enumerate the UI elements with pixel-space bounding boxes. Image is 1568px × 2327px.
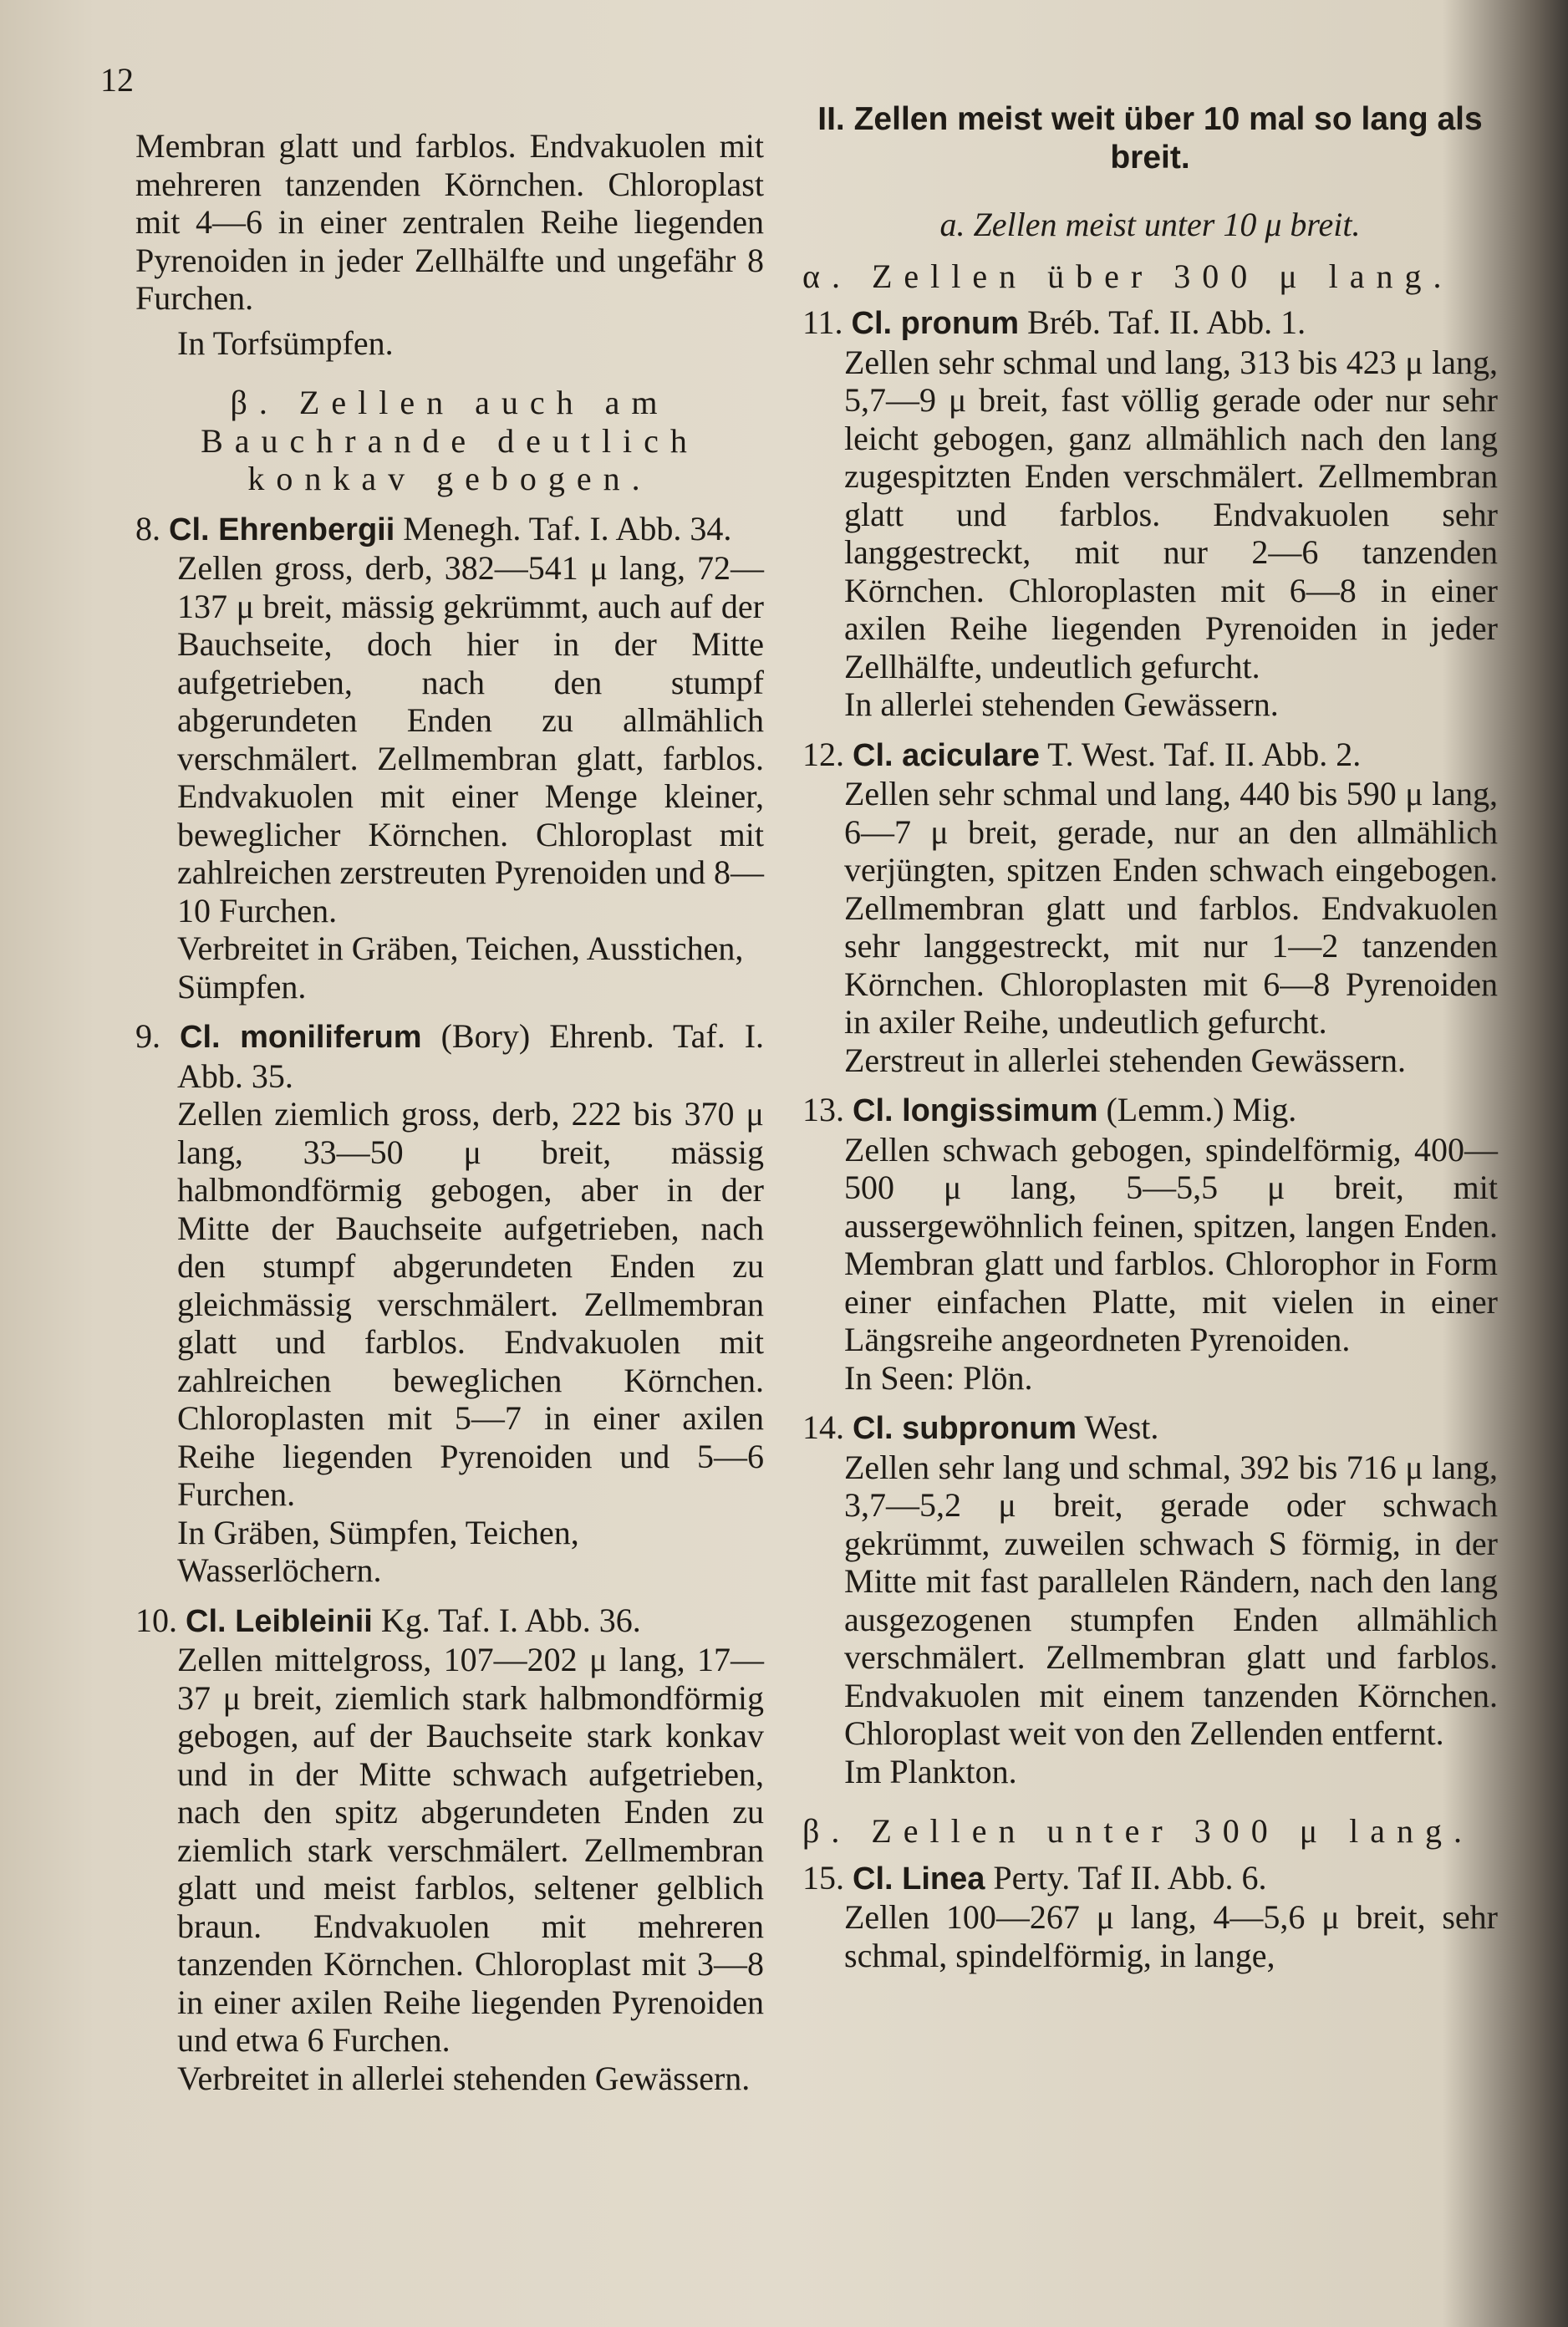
entry-number: 11. xyxy=(802,303,843,341)
entry-heading xyxy=(135,510,764,550)
entry-heading xyxy=(135,1017,764,1095)
entry-heading xyxy=(802,1408,1498,1449)
species-name: Cl. Ehrenbergii xyxy=(169,512,395,547)
entry-description: Zellen sehr lang und schmal, 392 bis 716 μ lang, 3,7—5,2 μ breit, gerade oder schwach gekrümmt, zuweilen schwach S förmig, in der Mitte mit fast parallelen Rändern, nach den lang ausgezogenen stumpfen Enden allmählich verschmälert. Zellmembran glatt und farblos. Endvakuolen mit einem tanzenden Körnchen. Chloroplast weit von den Zellenden entfernt. xyxy=(844,1448,1498,1752)
entry-description: Zellen 100—267 μ lang, 4—5,6 μ breit, sehr schmal, spindelförmig, in lange, xyxy=(844,1898,1498,1974)
species-authority: Bréb. Taf. II. Abb. 1. xyxy=(1019,303,1306,341)
species-authority: (Bory) Ehrenb. Taf. I. Abb. 35. xyxy=(177,1017,765,1095)
page-number: 12 xyxy=(100,61,134,99)
entry-heading xyxy=(802,1091,1498,1131)
entry-description: Zellen schwach gebogen, spindelförmig, 400—500 μ lang, 5—5,5 μ breit, mit aussergewöhnlich feinen, spitzen, langen Enden. Membran glatt und farblos. Chlorophor in Form einer einfachen Platte, mit vielen in einer Längsreihe angeordneten Pyrenoiden. xyxy=(844,1130,1498,1358)
section-heading-ii: II. Zellen meist weit über 10 mal so lang als breit. xyxy=(817,101,1483,176)
entry-habitat: In Gräben, Sümpfen, Teichen, Wasserlöchern. xyxy=(177,1513,579,1589)
entry-description: Zellen mittelgross, 107—202 μ lang, 17—37 μ breit, ziemlich stark halbmondförmig gebogen, auf der Bauchseite stark konkav und in der Mitte schwach aufgetrieben, nach den spitz abgerundeten Enden zu ziemlich stark verschmälert. Zellmembran glatt und meist farblos, seltener gelblich braun. Endvakuolen mit mehreren tanzenden Körnchen. Chloroplast mit 3—8 in einer axilen Reihe liegenden Pyrenoiden und etwa 6 Furchen. xyxy=(177,1641,764,2059)
entry-habitat: In allerlei stehenden Gewässern. xyxy=(844,685,1279,723)
entry-heading xyxy=(802,736,1498,776)
intro-habitat: In Torfsümpfen. xyxy=(177,323,394,362)
species-authority: (Lemm.) Mig. xyxy=(1097,1091,1297,1128)
entry-description: Zellen sehr schmal und lang, 313 bis 423 μ lang, 5,7—9 μ breit, fast völlig gerade oder nur sehr leicht gebogen, ganz allmählich nach den lang zugespitzten Enden verschmälert. Zellmembran glatt und farblos. Endvakuolen sehr langgestreckt, mit nur 2—6 tanzenden Körnchen. Chloroplasten mit 6—8 in einer axilen Reihe liegenden Pyrenoiden in jeder Zellhälfte, undeutlich gefurcht. xyxy=(844,343,1498,685)
entry-description: Zellen ziemlich gross, derb, 222 bis 370 μ lang, 33—50 μ breit, mässig halbmondförmig gebogen, aber in der Mitte der Bauchseite aufgetrieben, nach den stumpf abgerundeten Enden zu gleichmässig verschmälert. Zellmembran glatt und farblos. Endvakuolen mit zahlreichen beweglichen Körnchen. Chloroplasten mit 5—7 in einer axilen Reihe liegenden Pyrenoiden und 5—6 Furchen. xyxy=(177,1095,764,1513)
entry-habitat: Verbreitet in allerlei stehenden Gewässern. xyxy=(177,2059,751,2097)
species-authority: Perty. Taf II. Abb. 6. xyxy=(985,1858,1267,1897)
entry-habitat: In Seen: Plön. xyxy=(844,1358,1033,1397)
species-name: Cl. Linea xyxy=(853,1861,985,1897)
species-name: Cl. aciculare xyxy=(853,737,1040,773)
species-name: Cl. longissimum xyxy=(853,1093,1098,1128)
entry-habitat: Im Plankton. xyxy=(844,1752,1017,1790)
group-heading-beta: β. Zellen auch am Bauchrande deutlich konkav gebogen. xyxy=(201,384,699,497)
species-entry-8 xyxy=(135,510,764,1006)
species-name: Cl. subpronum xyxy=(853,1411,1077,1446)
entry-number: 10. xyxy=(135,1601,177,1639)
species-authority: Kg. Taf. I. Abb. 36. xyxy=(372,1601,641,1639)
entry-description: Zellen sehr schmal und lang, 440 bis 590 μ lang, 6—7 μ breit, gerade, nur an den allmählich verjüngten, spitzen Enden schwach eingebogen. Zellmembran glatt und farblos. Endvakuolen sehr langgestreckt, mit nur 1—2 tanzenden Körnchen. Chloroplasten mit 6—8 Pyrenoiden in axiler Reihe, undeutlich gefurcht. xyxy=(844,775,1498,1041)
species-name: Cl. pronum xyxy=(851,306,1020,341)
entry-number: 15. xyxy=(802,1858,844,1897)
entry-number: 12. xyxy=(802,735,844,773)
species-entry-15 xyxy=(802,1859,1498,1975)
entry-habitat: Zerstreut in allerlei stehenden Gewässern. xyxy=(844,1041,1406,1079)
species-name: Cl. Leibleinii xyxy=(186,1603,373,1639)
right-column xyxy=(802,100,1498,1974)
subsection-heading-a: a. Zellen meist unter 10 μ breit. xyxy=(939,206,1361,243)
entry-number: 13. xyxy=(802,1091,844,1128)
species-name: Cl. moniliferum xyxy=(180,1020,422,1055)
entry-heading xyxy=(135,1601,764,1642)
species-entry-9 xyxy=(135,1017,764,1590)
species-authority: West. xyxy=(1077,1408,1159,1446)
species-authority: T. West. Taf. II. Abb. 2. xyxy=(1039,735,1362,773)
left-column xyxy=(135,127,764,2106)
species-entry-14 xyxy=(802,1408,1498,1790)
entry-number: 9. xyxy=(135,1017,160,1055)
group-heading-alpha: α. Zellen über 300 μ lang. xyxy=(802,257,1453,295)
species-entry-11 xyxy=(802,303,1498,724)
species-entry-10 xyxy=(135,1601,764,2098)
entry-heading xyxy=(802,1859,1498,1899)
group-heading-beta-right: β. Zellen unter 300 μ lang. xyxy=(802,1812,1474,1850)
entry-description: Zellen gross, derb, 382—541 μ lang, 72—137 μ breit, mässig gekrümmt, auch auf der Bauchseite, doch hier in der Mitte aufgetrieben, nach den stumpf abgerundeten Enden zu allmählich verschmälert. Zellmembran glatt, farblos. Endvakuolen mit einer Menge kleiner, beweglicher Körnchen. Chloroplast mit zahlreichen zerstreuten Pyrenoiden und 8—10 Furchen. xyxy=(177,549,764,929)
entry-number: 8. xyxy=(135,509,160,547)
entry-heading xyxy=(802,303,1498,344)
intro-text: Membran glatt und farblos. Endvakuolen mit mehreren tanzenden Körnchen. Chloroplast mit 4—6 in einer zentralen Reihe liegenden Pyrenoiden in jeder Zellhälfte und ungefähr 8 Furchen. xyxy=(135,127,764,317)
entry-habitat: Verbreitet in Gräben, Teichen, Ausstichen, Sümpfen. xyxy=(177,929,744,1006)
species-authority: Menegh. Taf. I. Abb. 34. xyxy=(395,509,732,547)
entry-number: 14. xyxy=(802,1408,844,1446)
species-entry-13 xyxy=(802,1091,1498,1397)
species-entry-12 xyxy=(802,736,1498,1080)
